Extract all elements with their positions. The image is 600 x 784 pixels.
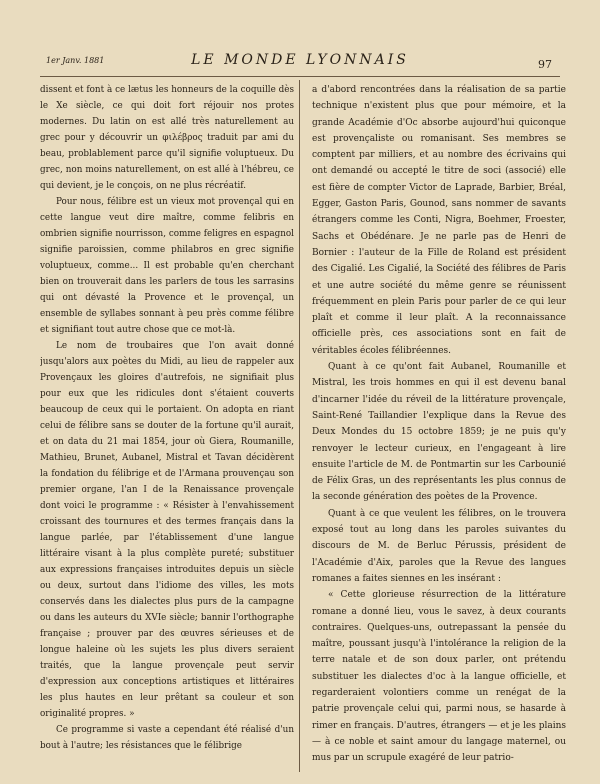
left-column bbox=[40, 82, 294, 772]
paragraph: Ce programme si vaste a cependant été réalisé d'un bout à l'autre; les résistances que le félibrige bbox=[40, 725, 294, 751]
paragraph: a d'abord rencontrées dans la réalisation de sa partie technique n'existent plus que pour mémoire, et la grande Académie d'Oc absorbe aujourd'hui quiconque est provençaliste ou romanisant. Ses membres se comptent par milliers, et au nombre des écrivains qui ont demandé ou accepté le titre de soci (associé) elle est fière de compter Victor de Laprade, Barbier, Bréal, Egger, Gaston Paris, Gounod, sans nommer de savants étrangers comme les Conti, Nigra, Boehmer, Froester, Sachs et Obédénare. Je ne parle pas de Henri de Bornier : l'auteur de la Fille de Roland est président des Cigalié. Les Cigalié, la Société des félibres de Paris et une autre société du même genre se réunissent fréquemment en plein Paris pour parler de ce qui leur plaît et comme il leur plaît. A la reconnaissance officielle près, ces associations sont en fait de véritables écoles félibréennes. bbox=[312, 85, 566, 356]
right-column bbox=[312, 82, 566, 772]
running-head bbox=[40, 52, 560, 77]
paragraph: « Cette glorieuse résurrection de la littérature romane a donné lieu, vous le savez, à deux courants contraires. Quelques-uns, outrepassant la pensée du maître, poussant jusqu'à l'intolérance la religion de la terre natale et de son doux parler, ont prétendu substituer les dialectes d'oc à la langue officielle, et regarderaient volontiers comme un renégat de la patrie provençale celui qui, parmi nous, se hasarde à rimer en français. D'autres, étrangers — et je les plains — à ce noble et saint amour du langage maternel, ou mus par un scrupule exagéré de leur patrio- bbox=[312, 590, 566, 764]
paragraph: Quant à ce que veulent les félibres, on le trouvera exposé tout au long dans les paroles suivantes du discours de M. de Berluc Pérussis, président de l'Académie d'Aix, paroles que la Revue des langues romanes a faites siennes en les insérant : bbox=[312, 508, 566, 584]
column-divider bbox=[299, 80, 300, 772]
paragraph: Quant à ce qu'ont fait Aubanel, Roumanille et Mistral, les trois hommes en qui il est devenu banal d'incarner l'idée du réveil de la littérature provençale, Saint-René Taillandier l'explique dans la Revue des Deux Mondes du 15 octobre 1859; je ne puis qu'y renvoyer le lecteur curieux, en l'engageant à lire ensuite l'article de M. de Pontmartin sur les Carbounié de Félix Gras, un des représentants les plus connus de la seconde génération des poètes de la Provence. bbox=[312, 362, 566, 503]
page-number: 97 bbox=[538, 58, 552, 71]
paragraph: Le nom de troubaires que l'on avait donné jusqu'alors aux poètes du Midi, au lieu de rappeler aux Provençaux les gloires d'autrefois, ne signifiait plus pour eux que les ridicules dont s'étaient couverts beaucoup de ceux qui le portaient. On adopta en riant celui de félibre sans se douter de la fortune qu'il aurait, et on data du 21 mai 1854, jour où Giera, Roumanille, Mathieu, Brunet, Aubanel, Mistral et Tavan décidèrent la fondation du félibrige et de l'Armana prouvençau son premier organe, l'an I de la Renaissance provençale dont voici le programme : « Résister à l'envahissement croissant des tournures et des termes français dans la langue parlée, par l'établissement d'une langue littéraire visant à la plus complète pureté; substituer aux expressions françaises introduites depuis un siècle ou deux, surtout dans l'idiome des villes, les mots conservés dans les dialectes plus purs de la campagne ou dans les auteurs du XVIe siècle; bannir l'orthographe française ; prouver par des œuvres sérieuses et de longue haleine où les sujets les plus divers seraient traités, que la langue provençale peut servir d'expression aux conceptions artistiques et littéraires les plus hautes en leur prêtant sa couleur et son originalité propres. » bbox=[40, 341, 294, 719]
paragraph: dissent et font à ce lætus les honneurs de la coquille dès le Xe siècle, ce qui doit fort réjouir nos protes modernes. Du latin on est allé très naturellement au grec pour y découvrir un φιλέβρος traduit par ami du beau, problablement parce qu'il signifie voluptueux. Du grec, non moins naturellement, on est allé à l'hébreu, ce qui devient, je le conçois, on ne plus récréatif. bbox=[40, 85, 294, 191]
paragraph: Pour nous, félibre est un vieux mot provençal qui en cette langue veut dire maître, comme felibris en ombrien signifie nourrisson, comme feligres en espagnol signifie paroissien, comme philabros en grec signifie voluptueux, comme... Il est probable qu'en cherchant bien on trouverait dans les parlers de tous les sarrasins qui ont dévasté la Provence et le provençal, un ensemble de syllabes sonnant à peu près comme félibre et signifiant tout autre chose que ce mot-là. bbox=[40, 197, 294, 335]
journal-title: LE MONDE LYONNAIS bbox=[191, 52, 409, 68]
issue-date: 1er Janv. 1881 bbox=[46, 56, 105, 65]
